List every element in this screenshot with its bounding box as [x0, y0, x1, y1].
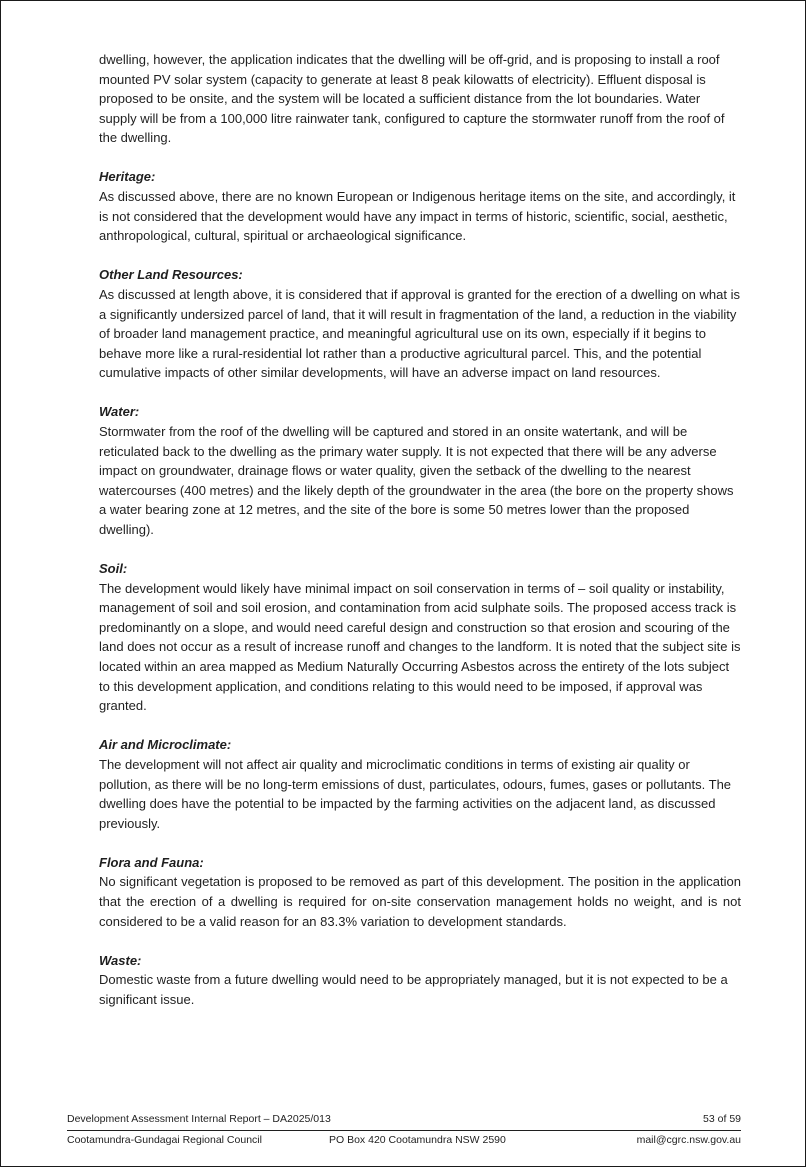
section-body: No significant vegetation is proposed to be removed as part of this development. The position in the application that the erection of a dwelling is required for on-site conservation management holds no weight, and is not considered to be a valid reason for an 83.3% variation to development standards. [99, 874, 741, 929]
section-heading: Other Land Resources: [99, 267, 243, 283]
section-heading: Flora and Fauna: [99, 854, 204, 870]
footer-report-title: Development Assessment Internal Report – DA2025/013 [67, 1113, 331, 1125]
section-body: Stormwater from the roof of the dwelling will be captured and stored in an onsite watertank, and will be reticulated back to the dwelling as the primary water supply. It is not expected that there will be any adverse impact on groundwater, drainage flows or water quality, given the setback of the dwelling to the nearest watercourses (400 metres) and the likely depth of the groundwater in the area (the bore on the property shows a water bearing zone at 12 metres, and the site of the bore is some 50 metres lower than the proposed dwelling). [99, 424, 734, 537]
document-body [99, 50, 741, 1029]
section-flora-and-fauna [99, 853, 741, 931]
section-waste [99, 951, 741, 1010]
section-heading: Heritage: [99, 169, 156, 185]
section-body: As discussed above, there are no known European or Indigenous heritage items on the site, and accordingly, it is not considered that the development would have any impact in terms of historic, scientific, social, aesthetic, anthropological, cultural, spiritual or archaeological significance. [99, 189, 736, 244]
section-body: The development will not affect air quality and microclimatic conditions in terms of existing air quality or pollution, as there will be no long-term emissions of dust, particulates, odours, fumes, gases or pollutants. The dwelling does have the potential to be impacted by the farming activities on the adjacent land, as discussed previously. [99, 756, 732, 831]
footer-page-number: 53 of 59 [703, 1113, 741, 1125]
footer-address: PO Box 420 Cootamundra NSW 2590 [329, 1134, 506, 1146]
section-other-land-resources [99, 265, 741, 383]
section-body: The development would likely have minimal impact on soil conservation in terms of – soil quality or instability, management of soil and soil erosion, and contamination from acid sulphate soils. The proposed access track is predominantly on a slope, and would need careful design and construction so that erosion and scouring of the land does not occur as a result of increase runoff and changes to the landform. It is noted that the subject site is located within an area mapped as Medium Naturally Occurring Asbestos across the entirety of the lots subject to this development application, and conditions relating to this would need to be imposed, if approval was granted. [99, 580, 741, 714]
section-soil [99, 559, 741, 716]
section-body: As discussed at length above, it is considered that if approval is granted for the erection of a dwelling on what is a significantly undersized parcel of land, that it will result in fragmentation of the land, a reduction in the viability of broader land management practice, and meaningful agricultural use on its own, especially if it begins to behave more like a rural-residential lot rather than a productive agricultural parcel. This, and the potential cumulative impacts of other similar developments, will have an adverse impact on land resources. [99, 286, 740, 381]
footer-email: mail@cgrc.nsw.gov.au [636, 1134, 741, 1146]
section-heading: Waste: [99, 952, 142, 968]
footer-council-name: Cootamundra-Gundagai Regional Council [67, 1134, 262, 1146]
section-heading: Air and Microclimate: [99, 737, 232, 753]
section-heading: Water: [99, 404, 140, 420]
section-body: Domestic waste from a future dwelling would need to be appropriately managed, but it is not expected to be a significant issue. [99, 972, 728, 1007]
section-air-and-microclimate [99, 735, 741, 833]
section-water [99, 402, 741, 539]
section-intro [99, 50, 741, 148]
footer-divider [67, 1130, 741, 1131]
section-body: dwelling, however, the application indicates that the dwelling will be off-grid, and is proposing to install a roof mounted PV solar system (capacity to generate at least 8 peak kilowatts of electricity). Effluent disposal is proposed to be onsite, and the system will be located a sufficient distance from the lot boundaries. Water supply will be from a 100,000 litre rainwater tank, configured to capture the stormwater runoff from the roof of the dwelling. [99, 52, 725, 146]
section-heritage [99, 167, 741, 245]
section-heading: Soil: [99, 561, 128, 577]
